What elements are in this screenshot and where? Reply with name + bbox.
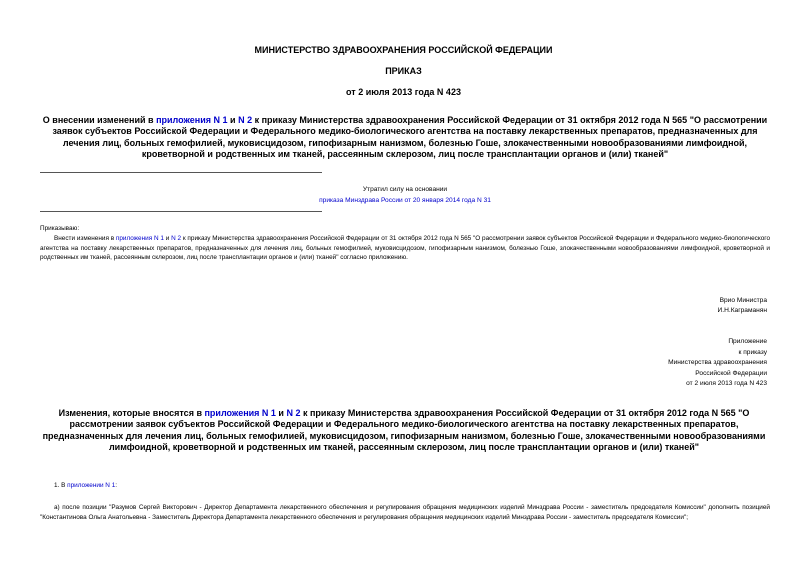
signature-block (718, 296, 767, 316)
document-title (40, 115, 770, 160)
signature-position: Врио Министра (719, 297, 767, 304)
ministry-header: МИНИСТЕРСТВО ЗДРАВООХРАНЕНИЯ РОССИЙСКОЙ ФЕДЕРАЦИИ (254, 45, 553, 55)
changes-link-appendix-2[interactable]: N 2 (286, 408, 301, 418)
changes-title (36, 408, 772, 453)
changes-suffix: к приказу Министерства здравоохранения Российской Федерации от 31 октября 2012 года N 565 "О рассмотрении заявок субъектов Российской Федерации и Федерального медико-биологического агентства на поставку лекарственных препаратов, предназначенных для лечения лиц, больных гемофилией, муковисцидозом, гипофизарным нанизмом, болезнью Гоше, злокачественными новообразованиями лимфоидной, кроветворной и родственных им тканей, рассеянным склерозом, лиц после трансплантации органов и (или) тканей" (42, 408, 766, 452)
appendix-line-1: Приложение (728, 338, 767, 345)
title-suffix: к приказу Министерства здравоохранения Российской Федерации от 31 октября 2012 года N 565 "О рассмотрении заявок субъектов Российской Федерации и Федерального медико-биологического агентства на поставку лекарственных препаратов, предназначенных для лечения лиц, больных гемофилией, муковисцидозом, гипофизарным нанизмом, болезнью Гоше, злокачественными новообразованиями лимфоидной, кроветворной и родственных им тканей, рассеянным склерозом, лиц после трансплантации органов и (или) тканей" (52, 115, 768, 159)
divider-bottom (40, 211, 322, 212)
appendix-line-5: от 2 июля 2013 года N 423 (686, 380, 767, 387)
order-p1-suffix: к приказу Министерства здравоохранения Российской Федерации от 31 октября 2012 года N 565 "О рассмотрении заявок субъектов Российской Федерации и Федерального медико-биологического агентства на поставку лекарственных препаратов, предназначенных для лечения лиц, больных гемофилией, муковисцидозом, гипофизарным нанизмом, болезнью Гоше, злокачественными новообразованиями лимфоидной, кроветворной и родственных им тканей, рассеянным склерозом, лиц после трансплантации органов и (или) тканей" согласно приложению. (40, 235, 770, 261)
appendix-line-2: к приказу (738, 348, 767, 356)
title-link-appendix-1[interactable]: приложения N 1 (156, 115, 228, 125)
title-and: и (227, 115, 239, 125)
item-1-suffix: : (115, 482, 118, 489)
appendix-block (668, 337, 767, 390)
order-p1-prefix: Внести изменения в (54, 235, 116, 242)
order-p1-link-appendix-2[interactable]: N 2 (171, 235, 182, 242)
item-1-prefix: 1. В (54, 482, 68, 489)
item-1 (40, 481, 770, 491)
signature-name: И.Н.Каграманян (717, 307, 767, 314)
title-prefix: О внесении изменений в (42, 115, 157, 125)
order-p1-link-appendix-1[interactable]: приложения N 1 (115, 235, 164, 242)
doc-type: ПРИКАЗ (385, 66, 422, 76)
lost-force-text: Утратил силу на основании (362, 186, 448, 193)
order-p1-and: и (163, 235, 172, 242)
order-paragraph-1 (40, 234, 770, 263)
title-link-appendix-2[interactable]: N 2 (238, 115, 253, 125)
basis-order-link[interactable]: приказа Минздрава России от 20 января 2014 года N 31 (319, 197, 491, 204)
appendix-line-3: Министерства здравоохранения (668, 359, 767, 366)
appendix-line-4: Российской Федерации (695, 369, 767, 377)
order-intro: Приказываю: (40, 225, 80, 232)
item-a: а) после позиции "Разумов Сергей Викторович - Директор Департамента лекарственного обеспечения и регулирования обращения медицинских изделий Минздрава России - заместитель председателя Комиссии" дополнить позицией "Константинова Ольга Анатольевна - Заместитель Директора Департамента лекарственного обеспечения и регулирования обращения медицинских изделий Минздрава России - заместитель председателя Комиссии"; (40, 504, 770, 521)
divider-top (40, 172, 322, 173)
changes-prefix: Изменения, которые вносятся в (58, 408, 205, 418)
doc-date-number: от 2 июля 2013 года N 423 (346, 87, 461, 97)
changes-and: и (275, 408, 287, 418)
item-1-link-appendix-1[interactable]: приложении N 1 (67, 482, 116, 489)
changes-link-appendix-1[interactable]: приложения N 1 (204, 408, 276, 418)
